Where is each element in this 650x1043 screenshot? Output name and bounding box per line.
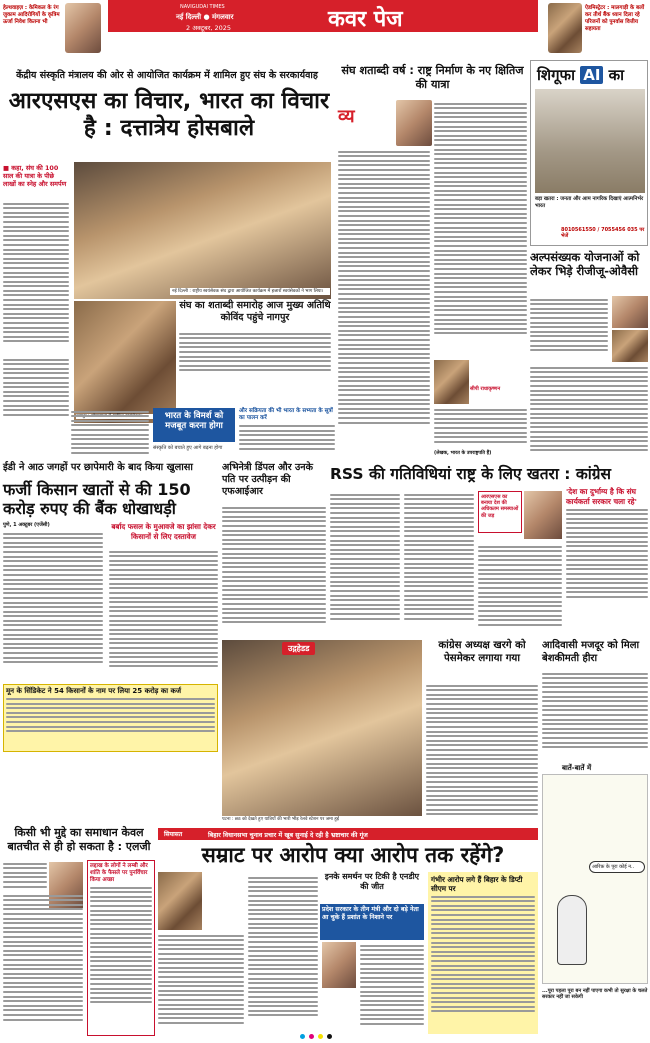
quote-1-sub: संस्कृति को बचाते हुए आगे बढ़ना होगा [153,445,223,451]
lead-body-col1 [3,200,69,355]
sangh-photo-2 [434,360,469,404]
cartoon-box [542,762,648,1032]
bihar-col2 [248,874,318,1034]
shigufa-title-b: का [608,66,625,84]
reg-dot [309,1034,314,1039]
elji-article [3,826,155,1036]
ed-raid-col2 [109,548,218,678]
lead-quote-box-1 [3,356,69,426]
minority-body-a [530,296,608,356]
sangh-col2 [434,100,527,360]
bihar-sub-3-box [428,872,538,1034]
cartoon-caption: ...पूरा पहला पूरा बन नहीं पाएगा कभी तो सुरक्षा के चलते सरकार नहीं जा सकेगी [542,988,648,1001]
lead-photo-march [74,301,176,423]
minority-photo-2 [612,330,648,362]
sangh-byline: (लेखक, भारत के उपराष्ट्रपति हैं) [434,451,492,456]
quote-1-text: भारत के विमर्श को मजबूत करना होगा [164,411,224,431]
left-promo-text: हेल्थवाइज़ : केमिकल के रंग जुकाम आदिरोगियों के कृत्रिम ऊर्जा निवेश कितना भी [3,5,60,25]
ed-raid-article [3,462,218,802]
city-day: नई दिल्ली ● मंगलवार [176,13,234,21]
dimple-article [222,462,326,637]
sangh-author: सीपी राधाकृष्णन [470,386,501,392]
bihar-sub-2-text: प्रदेश सरकार के तीन मंत्री और दो बड़े नेता आ चुके हैं प्रशांत के निशाने पर [322,906,419,921]
date: 2 अक्टूबर, 2025 [186,24,232,32]
elji-side-text: लद्दाख के लोगों ने लम्बी और शांति के फैसले पर पुनर्विचार किया अच्छा [90,863,148,883]
elji-side-box [87,860,155,1036]
ed-raid-kicker: ईडी ने आठ जगहों पर छापेमारी के बाद किया खुलासा [3,462,193,473]
train-photo-block [222,640,422,827]
sangh-col2b [434,406,527,446]
train-caption: पटना : छठ को देखते हुए यात्रियों की भारी भीड़ रेलवे स्टेशन पर जमा हुई [222,817,339,822]
bihar-col3 [360,942,424,1034]
elji-col1 [3,860,47,890]
minority-body-b [530,364,648,460]
dimple-headline: अभिनेत्री डिंपल और उनके पति पर उत्पीड़न की एफआईआर [222,462,313,497]
lead-sub-body [179,330,331,375]
page-title: कवर पेज [328,7,403,32]
cartoon-title: बातें-बातें में [562,764,592,772]
reg-dot [300,1034,305,1039]
karge-body [426,682,538,828]
dimple-body [222,504,326,634]
farmer-relief-text: मून के सिंडिकेट ने 54 किसानों के नाम पर लिया 25 करोड़ का कर्ज [6,687,182,695]
minority-article [530,250,648,460]
tribal-article [542,640,648,760]
rss-threat-right-headline: 'देश का दुर्भाग्य है कि संघ कार्यकर्ता सरकार चला रहे' [566,487,637,506]
right-promo[interactable] [548,3,647,53]
karge-headline: कांग्रेस अध्यक्ष खरगे को पेसमेकर लगाया गया [438,640,526,664]
sangh-article [338,60,527,460]
reg-dot [318,1034,323,1039]
tribal-headline: आदिवासी मजदूर को मिला बेशकीमती हीरा [542,640,640,664]
ed-raid-col1 [3,530,103,670]
minority-photo-1 [612,296,648,328]
sangh-col1 [338,148,430,448]
cartoon-bubble: आरिफ़ के पूरा कोई न.. [589,861,645,873]
cartoon-art [542,774,648,984]
ed-raid-deck: बर्बाद फसल के मुआवजे का झांसा देकर किसानों से लिए दस्तावेज [111,522,216,541]
left-promo[interactable] [3,3,101,53]
masthead [0,0,650,58]
lead-sub-headline: संघ का शताब्दी समारोह आज मुख्य अतिथि कोविंद पहुंचे नागपुर [179,300,331,323]
rss-threat-col1 [330,491,400,631]
farmer-relief-box [3,684,218,752]
lead-photo-caption-1: नई दिल्ली : राष्ट्रीय स्वयंसेवक संघ द्वारा आयोजित कार्यक्रम में हजारों स्वयंसेवकों ने भाग लिया। [170,288,330,295]
rss-threat-col3 [478,543,562,633]
shigufa-title-ai: AI [580,66,603,84]
bihar-tag: सियासत [164,831,183,838]
shigufa-phone: 8010561550 / 7055456 035 पर भेजें [561,227,645,240]
shigufa-title [537,65,624,85]
train-photo [222,640,422,816]
bihar-col1 [158,932,244,1034]
rss-threat-quote-box [478,491,522,533]
left-promo-photo [65,3,101,53]
rss-threat-article [330,465,648,640]
ed-raid-city: पुणे, 1 अक्टूबर (एजेंसी) [3,522,50,528]
shigufa-image [535,89,645,193]
right-promo-text: ऐडमिस्ट्रेटर : मालगाड़ी के बलों कर तीर्थ बैंक ध्यान दिला रहे परिजनों को पुनर्वास वित्तीय सहायता [585,5,645,32]
rss-threat-right-box [566,487,648,637]
lead-bullet: ■ कहा, संघ की 100 साल की यात्रा के पीछे लाखों का स्नेह और समर्पण [3,164,67,188]
rss-threat-col2 [404,491,474,631]
paper-name: NAVIGUDAI TIMES [180,4,225,10]
reg-dot [327,1034,332,1039]
bihar-headline: सम्राट पर आरोप क्या आरोप तक रहेंगे? [201,843,505,867]
shigufa-caption: बड़ा खतरा : जनता और आम नागरिक दिखाएं आत्मनिर्भर भारत [535,196,644,209]
bihar-article [158,828,538,1038]
rss-threat-headline: RSS की गतिविधियां राष्ट्र के लिए खतरा : कांग्रेस [330,465,612,483]
lead-kicker: केंद्रीय संस्कृति मंत्रालय की ओर से आयोजित कार्यक्रम में शामिल हुए संघ के सरकार्यवाह [16,70,318,81]
ed-raid-main: फर्जी किसान खातों से की 150 करोड़ रुपए की बैंक धोखाधड़ी [3,480,191,518]
shigufa-title-a: शिगूफा [537,66,575,84]
sangh-author-photo [396,100,432,146]
tribal-body [542,670,648,760]
registration-marks [300,1034,360,1040]
minority-headline: अल्पसंख्यक योजनाओं को लेकर भिड़े रीजीजू-ओवैसी [530,250,640,278]
bihar-sub-2 [320,904,424,940]
shigufa-box [530,60,648,246]
lead-story [3,60,331,438]
quote-2-text: और सक्रियता की भी भारत के सभ्यता के सूत्रों का पालन करें [239,408,333,421]
sangh-dropcap: व्य [338,106,355,127]
quote-box-blue [153,408,235,442]
train-title-badge: उद्गहेडड [282,642,315,655]
masthead-red-band [108,0,538,32]
lead-headline: आरएसएस का विचार, भारत का विचार है : दत्तात्रेय होसबाले [8,88,330,141]
quote-box-2 [239,408,335,458]
cartoon-figure [557,895,587,965]
lead-bottom-cols [71,408,336,460]
right-promo-photo [548,3,582,53]
bihar-photo-2 [322,942,356,988]
bihar-sub-1: इनके समर्थन पर टिकी है एनडीए की जीत [324,872,420,891]
karge-article [426,640,538,830]
bihar-photo-1 [158,872,202,930]
rss-threat-quote: आरएसएस का बनाया देश की अधिकतम समस्याओं की जड़ [481,494,519,519]
lead-bottom-col-a [71,408,149,458]
lead-photo-crowd [74,162,331,299]
bihar-sub-3: गंभीर आरोप लगे हैं बिहार के डिप्टी सीएम पर [431,875,523,893]
sangh-headline: संघ शताब्दी वर्ष : राष्ट्र निर्माण के नए क्षितिज की यात्रा [341,64,524,91]
elji-headline: किसी भी मुद्दे का समाधान केवल बातचीत से ही हो सकता है : एलजी [7,826,151,853]
bihar-strip [158,828,538,840]
rss-threat-photo [524,491,562,539]
elji-col1b [3,892,83,1032]
bihar-strip-text: बिहार विधानसभा चुनाव प्रचार में खूब सुनाई दे रही है भ्रष्टाचार की गूंज [208,832,368,839]
